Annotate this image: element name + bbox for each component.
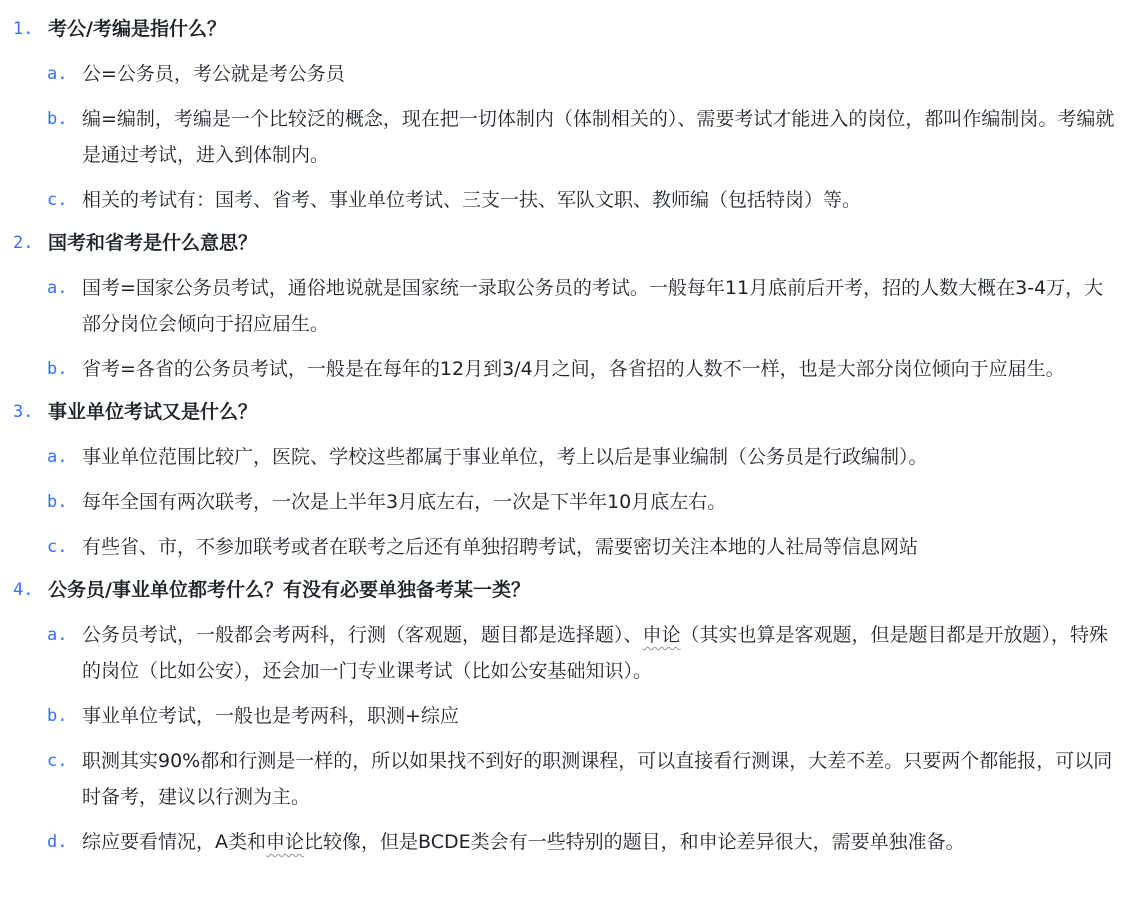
- answer-1b: [0, 101, 1147, 173]
- answer-text: [82, 831, 965, 853]
- answer-text: 相关的考试有：国考、省考、事业单位考试、三支一扶、军队文职、教师编（包括特岗）等。: [82, 189, 862, 211]
- question-number: 1.: [13, 19, 34, 39]
- question-number: 2.: [13, 233, 34, 253]
- question-number: 4.: [13, 580, 34, 600]
- answer-text-pre: 公务员考试，一般都会考两科，行测（客观题，题目都是选择题）、: [82, 624, 643, 646]
- answer-text-pre: 综应要看情况，A类和: [82, 831, 266, 853]
- answer-1a: [0, 56, 1147, 92]
- answer-letter: b.: [47, 706, 68, 726]
- answer-letter: b.: [47, 492, 68, 512]
- answer-letter: a.: [47, 625, 68, 645]
- answer-4a: [0, 617, 1147, 689]
- answer-letter: b.: [47, 359, 68, 379]
- answer-2b: [0, 351, 1147, 387]
- spellcheck-marked-word: 申论: [266, 831, 305, 853]
- answer-4d: [0, 824, 1147, 860]
- answer-text: 事业单位范围比较广，医院、学校这些都属于事业单位，考上以后是事业编制（公务员是行政编制）。: [82, 446, 928, 468]
- answer-letter: a.: [47, 64, 68, 84]
- answer-text: 编=编制，考编是一个比较泛的概念，现在把一切体制内（体制相关的）、需要考试才能进入的岗位，都叫作编制岗。考编就是通过考试，进入到体制内。: [82, 108, 1115, 166]
- answer-3b: [0, 484, 1147, 520]
- question-number: 3.: [13, 402, 34, 422]
- answer-text: 事业单位考试，一般也是考两科，职测+综应: [82, 705, 459, 727]
- answer-text-post: 比较像，但是BCDE类会有一些特别的题目，和申论差异很大，需要单独准备。: [304, 831, 965, 853]
- answer-text: 省考=各省的公务员考试，一般是在每年的12月到3/4月之间，各省招的人数不一样，也是大部分岗位倾向于应届生。: [82, 358, 1065, 380]
- answer-letter: a.: [47, 278, 68, 298]
- answer-letter: d.: [47, 832, 68, 852]
- answer-letter: c.: [47, 190, 68, 210]
- answer-letter: b.: [47, 109, 68, 129]
- question-title: 国考和省考是什么意思？: [48, 232, 258, 254]
- question-4: [0, 574, 1147, 606]
- answer-text: 公=公务员，考公就是考公务员: [82, 63, 345, 85]
- answer-text-post: （其实也算是客观题，但是题目都是开放题），特殊的岗位（比如公安），还会加一门专业课考试（比如公安基础知识）。: [82, 624, 1109, 682]
- answer-3a: [0, 439, 1147, 475]
- answer-letter: c.: [47, 537, 68, 557]
- answer-text: 职测其实90%都和行测是一样的，所以如果找不到好的职测课程，可以直接看行测课，大差不差。只要两个都能报，可以同时备考，建议以行测为主。: [82, 750, 1113, 808]
- answer-text: 每年全国有两次联考，一次是上半年3月底左右，一次是下半年10月底左右。: [82, 491, 727, 513]
- answer-2a: [0, 270, 1147, 342]
- answer-4c: [0, 743, 1147, 815]
- question-1: [0, 13, 1147, 45]
- question-title: 事业单位考试又是什么？: [48, 401, 258, 423]
- answer-text: 有些省、市，不参加联考或者在联考之后还有单独招聘考试，需要密切关注本地的人社局等信息网站: [82, 536, 919, 558]
- question-title: 考公/考编是指什么？: [48, 18, 226, 40]
- answer-3c: [0, 529, 1147, 565]
- answer-1c: [0, 182, 1147, 218]
- question-2: [0, 227, 1147, 259]
- answer-letter: a.: [47, 447, 68, 467]
- answer-letter: c.: [47, 751, 68, 771]
- question-3: [0, 396, 1147, 428]
- answer-text: 国考=国家公务员考试，通俗地说就是国家统一录取公务员的考试。一般每年11月底前后开考，招的人数大概在3-4万，大部分岗位会倾向于招应届生。: [82, 277, 1104, 335]
- answer-4b: [0, 698, 1147, 734]
- answer-text: [82, 624, 1108, 682]
- spellcheck-marked-word: 申论: [642, 624, 681, 646]
- question-title: 公务员/事业单位都考什么？有没有必要单独备考某一类？: [48, 579, 530, 601]
